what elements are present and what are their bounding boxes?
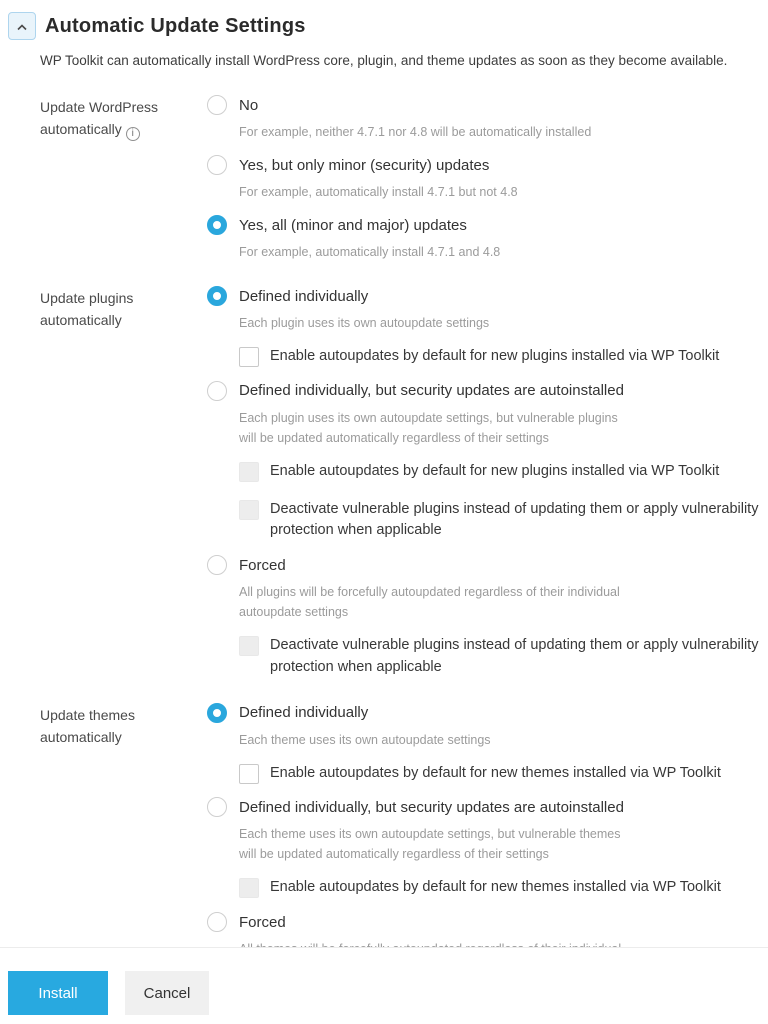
checkbox-row bbox=[239, 346, 760, 368]
radio-label[interactable]: Yes, but only minor (security) updates bbox=[239, 156, 490, 174]
radio-input[interactable] bbox=[207, 797, 227, 817]
info-icon[interactable]: i bbox=[126, 127, 140, 141]
radio-input[interactable] bbox=[207, 703, 227, 723]
checkbox-row bbox=[239, 877, 760, 899]
settings-form bbox=[40, 95, 760, 979]
chevron-up-icon bbox=[17, 19, 27, 34]
option-help: All plugins will be forcefully autoupdated regardless of their individual autoupdate settings bbox=[239, 585, 620, 619]
checkbox-row bbox=[239, 763, 760, 785]
radio-input[interactable] bbox=[207, 912, 227, 932]
radio-input[interactable] bbox=[207, 95, 227, 115]
radio-option bbox=[207, 703, 760, 785]
section-update-wordpress bbox=[40, 95, 760, 262]
option-help: For example, automatically install 4.7.1 and 4.8 bbox=[239, 245, 501, 259]
option-help: Each plugin uses its own autoupdate settings bbox=[239, 316, 490, 330]
checkbox-label[interactable]: Enable autoupdates by default for new plugins installed via WP Toolkit bbox=[270, 348, 720, 364]
section-label: Update plugins automatically bbox=[40, 290, 134, 329]
install-button[interactable]: Install bbox=[8, 971, 108, 1015]
checkbox-label: Enable autoupdates by default for new plugins installed via WP Toolkit bbox=[270, 462, 720, 479]
radio-option bbox=[207, 555, 760, 679]
checkbox-label: Deactivate vulnerable plugins instead of updating them or apply vulnerability protection when applicable bbox=[270, 637, 759, 675]
checkbox-input[interactable] bbox=[239, 764, 259, 784]
radio-label[interactable]: Yes, all (minor and major) updates bbox=[239, 216, 467, 234]
radio-label[interactable]: Defined individually, but security updates are autoinstalled bbox=[239, 382, 624, 400]
option-help: For example, neither 4.7.1 nor 4.8 will be automatically installed bbox=[239, 125, 592, 139]
radio-option bbox=[207, 381, 760, 542]
page-description: WP Toolkit can automatically install WordPress core, plugin, and theme updates as soon as they become available. bbox=[40, 53, 728, 68]
radio-input[interactable] bbox=[207, 215, 227, 235]
radio-option bbox=[207, 155, 760, 202]
option-help: Each plugin uses its own autoupdate settings, but vulnerable plugins will be updated automatically regardless of their settings bbox=[239, 410, 618, 445]
radio-input[interactable] bbox=[207, 555, 227, 575]
section-label: Update WordPress automatically i bbox=[40, 99, 159, 140]
cancel-button[interactable]: Cancel bbox=[125, 971, 209, 1015]
radio-label[interactable]: Defined individually bbox=[239, 287, 369, 305]
radio-label[interactable]: Forced bbox=[239, 556, 286, 574]
option-help: Each theme uses its own autoupdate settings bbox=[239, 732, 491, 747]
panel-header bbox=[8, 12, 760, 40]
radio-option bbox=[207, 797, 760, 899]
radio-option bbox=[207, 215, 760, 262]
checkbox-row bbox=[239, 499, 760, 543]
checkbox-label: Enable autoupdates by default for new themes installed via WP Toolkit bbox=[270, 879, 721, 896]
radio-input[interactable] bbox=[207, 155, 227, 175]
radio-option bbox=[207, 286, 760, 368]
radio-label[interactable]: Forced bbox=[239, 913, 286, 931]
page-title: Automatic Update Settings bbox=[45, 15, 306, 37]
checkbox-label[interactable]: Enable autoupdates by default for new themes installed via WP Toolkit bbox=[270, 764, 721, 781]
checkbox-input bbox=[239, 878, 259, 898]
checkbox-input[interactable] bbox=[239, 347, 259, 367]
checkbox-input bbox=[239, 500, 259, 520]
radio-label[interactable]: No bbox=[239, 96, 259, 114]
checkbox-label: Deactivate vulnerable plugins instead of updating them or apply vulnerability protection when applicable bbox=[270, 500, 759, 539]
footer-action-bar bbox=[0, 947, 768, 1024]
checkbox-input bbox=[239, 462, 259, 482]
radio-input[interactable] bbox=[207, 286, 227, 306]
radio-label[interactable]: Defined individually, but security updates are autoinstalled bbox=[239, 798, 624, 816]
option-help: Each theme uses its own autoupdate settings, but vulnerable themes will be updated automatically regardless of their settings bbox=[239, 827, 621, 862]
checkbox-input bbox=[239, 636, 259, 656]
section-update-themes bbox=[40, 703, 760, 980]
section-label: Update themes automatically bbox=[40, 706, 135, 745]
checkbox-row bbox=[239, 635, 760, 679]
section-update-plugins bbox=[40, 286, 760, 679]
radio-option bbox=[207, 95, 760, 142]
radio-label[interactable]: Defined individually bbox=[239, 704, 369, 721]
option-help: For example, automatically install 4.7.1 but not 4.8 bbox=[239, 185, 518, 199]
collapse-button[interactable] bbox=[8, 12, 36, 40]
radio-input[interactable] bbox=[207, 381, 227, 401]
checkbox-row bbox=[239, 461, 760, 483]
